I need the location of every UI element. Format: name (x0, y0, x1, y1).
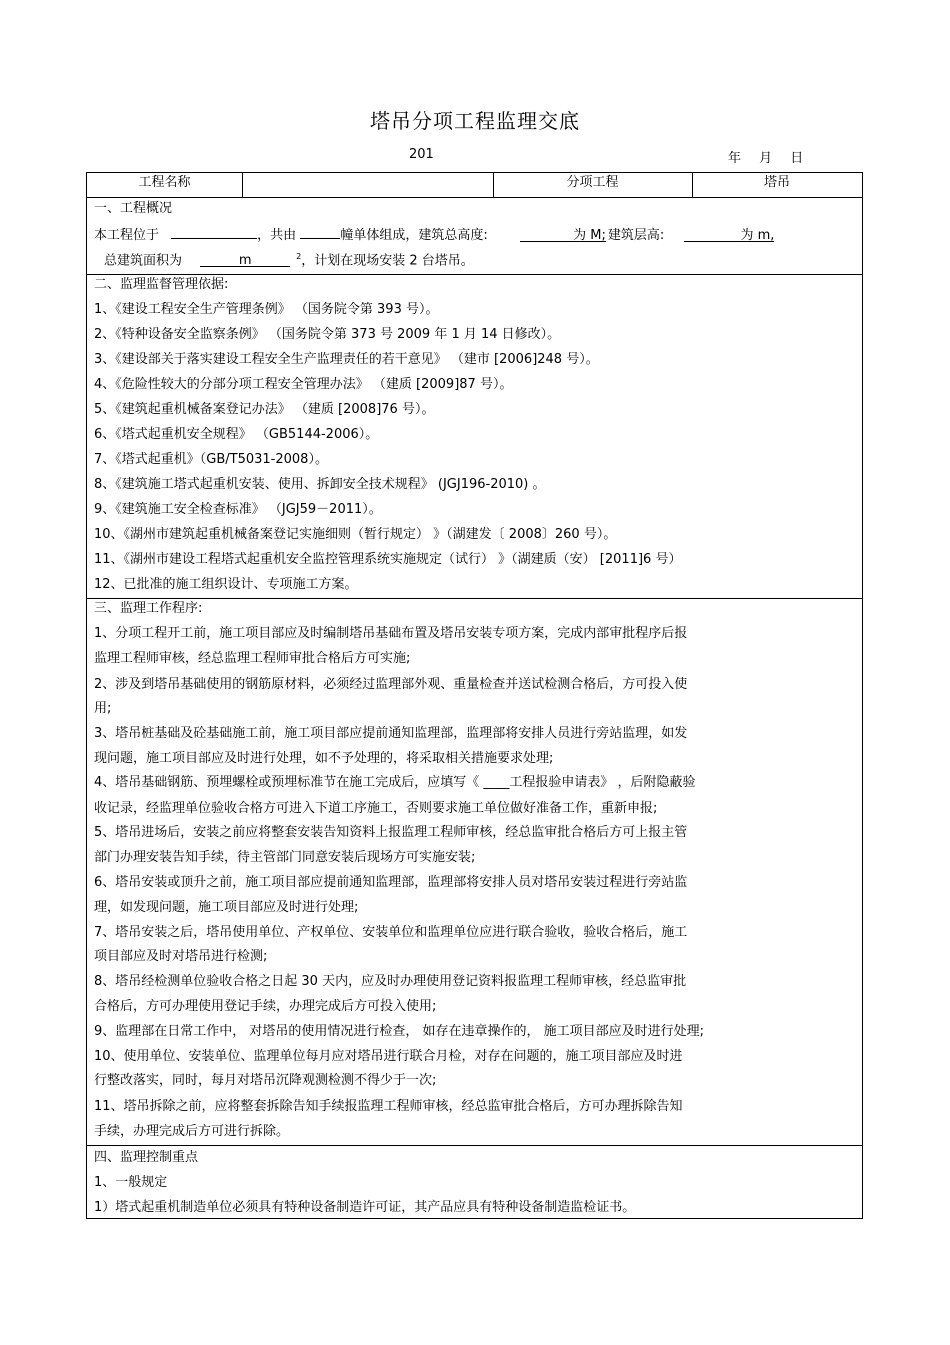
basis-heading: 二、监理监督管理依据: (94, 277, 229, 292)
building-count-label: ，共由 (257, 228, 297, 243)
basis-item: 5、《建筑起重机械备案登记办法》 （建质 [2008]76 号）。 (94, 402, 435, 417)
procedure-line: 1、分项工程开工前，施工项目部应及时编制塔吊基础布置及塔吊安装专项方案，完成内部审批程序后报 (94, 626, 688, 641)
procedure-line: 2、涉及到塔吊基础使用的钢筋原材料，必须经过监理部外观、重量检查并送试检测合格后，方可投入使 (94, 677, 688, 692)
area-unit: m (238, 253, 252, 269)
control-heading: 四、监理控制重点 (94, 1150, 199, 1165)
procedure-line: 行整改落实，同时，每月对塔吊沉降观测检测不得少于一次; (94, 1073, 437, 1088)
procedure-line: 合格后，方可办理使用登记手续，办理完成后方可投入使用; (94, 999, 437, 1014)
basis-item: 8、《建筑施工塔式起重机安装、使用、拆卸安全技术规程》 (JGJ196-2010) 。 (94, 477, 546, 492)
control-line: 1）塔式起重机制造单位必须具有特种设备制造许可证，其产品应具有特种设备制造监检证书。 (94, 1200, 636, 1215)
procedure-line: 6、塔吊安装或顶升之前，施工项目部应提前通知监理部，监理部将安排人员对塔吊安装过程进行旁站监 (94, 875, 688, 890)
procedure-line: 3、塔吊桩基础及砼基础施工前，施工项目部应提前通知监理部，监理部将安排人员进行旁站监理，如发 (94, 726, 688, 741)
procedure-line: 9、监理部在日常工作中， 对塔吊的使用情况进行检查， 如存在违章操作的， 施工项目部应及时进行处理; (94, 1024, 705, 1039)
supervision-table (86, 172, 863, 1219)
area-unit-superscript: 2 (296, 252, 302, 261)
basis-item: 10、《湖州市建筑起重机械备案登记实施细则（暂行规定） 》（湖建发〔 2008〕260 号）。 (94, 527, 617, 542)
basis-item: 11、《湖州市建设工程塔式起重机安全监控管理系统实施规定（试行） 》（湖建质（安） [2011]6 号） (94, 552, 682, 567)
subproject-value: 塔吊 (763, 175, 790, 190)
procedure-line: 手续，办理完成后方可进行拆除。 (94, 1124, 290, 1139)
procedure-line: 现问题，施工项目部应及时进行处理，如不予处理的，将采取相关措施要求处理; (94, 751, 554, 766)
location-label: 本工程位于 (94, 228, 160, 243)
total-height-unit: 为 M; (573, 228, 606, 243)
project-name-label: 工程名称 (138, 175, 191, 190)
location-blank[interactable] (171, 224, 257, 239)
procedure-line: 监理工程师审核，经总监理工程师审批合格后方可实施; (94, 651, 411, 666)
basis-item: 6、《塔式起重机安全规程》 （GB5144-2006）。 (94, 427, 379, 442)
date-year: 201 (409, 147, 434, 162)
subproject-label: 分项工程 (566, 175, 619, 190)
row-divider (87, 1145, 862, 1146)
basis-item: 3、《建设部关于落实建设工程安全生产监理责任的若干意见》 （建市 [2006]248 号）。 (94, 352, 599, 367)
procedure-line: 理，如发现问题，施工项目部应及时进行处理; (94, 900, 359, 915)
total-area-label: 总建筑面积为 (104, 253, 183, 269)
overview-line-1 (94, 224, 774, 245)
basis-item: 12、已批准的施工组织设计、专项施工方案。 (94, 577, 358, 592)
document-title: 塔吊分项工程监理交底 (370, 109, 580, 133)
floor-height-label: 建筑层高: (607, 228, 665, 243)
row-divider (87, 197, 862, 198)
row-divider (87, 598, 862, 599)
basis-item: 4、《危险性较大的分部分项工程安全管理办法》 （建质 [2009]87 号）。 (94, 377, 513, 392)
building-count-blank[interactable] (300, 224, 340, 239)
procedure-line: 用; (94, 701, 112, 716)
project-name-value[interactable] (242, 173, 493, 197)
procedure-line: 4、塔吊基础钢筋、预埋螺栓或预埋标准节在施工完成后，应填写《 ____工程报验申请表》 ，后附隐蔽验 (94, 775, 696, 790)
basis-item: 7、《塔式起重机》（GB/T5031-2008）。 (94, 452, 328, 467)
total-area-blank[interactable] (200, 252, 290, 267)
procedure-line: 收记录，经监理单位验收合格方可进入下道工序施工，否则要求施工单位做好准备工作，重新申报; (94, 801, 658, 816)
overview-heading: 一、工程概况 (94, 201, 173, 216)
procedure-line: 部门办理安装告知手续，待主管部门同意安装后现场方可实施安装; (94, 850, 476, 865)
row-divider (87, 274, 862, 275)
basis-item: 9、《建筑施工安全检查标准》 （JGJ59－2011）。 (94, 502, 382, 517)
overview-line-2 (104, 248, 474, 270)
procedure-line: 11、塔吊拆除之前，应将整套拆除告知手续报监理工程师审核，经总监审批合格后，方可办理拆除告知 (94, 1099, 683, 1114)
floor-height-blank[interactable] (684, 227, 774, 242)
procedure-heading: 三、监理工作程序: (94, 601, 203, 616)
control-line: 1、一般规定 (94, 1175, 168, 1190)
procedure-line: 项目部应及时对塔吊进行检测; (94, 949, 268, 964)
procedure-line: 5、塔吊进场后，安装之前应将整套安装告知资料上报监理工程师审核，经总监审批合格后方可上报主管 (94, 825, 688, 840)
procedure-line: 10、使用单位、安装单位、监理单位每月应对塔吊进行联合月检，对存在问题的，施工项目部应及时进 (94, 1049, 683, 1064)
basis-item: 2、《特种设备安全监察条例》 （国务院令第 373 号 2009 年 1 月 14 日修改）。 (94, 327, 561, 342)
basis-item: 1、《建设工程安全生产管理条例》 （国务院令第 393 号）。 (94, 302, 439, 317)
total-height-blank[interactable] (520, 227, 606, 242)
procedure-line: 8、塔吊经检测单位验收合格之日起 30 天内，应及时办理使用登记资料报监理工程师审核，经总监审批 (94, 974, 687, 989)
date-month-day: 年 月 日 (728, 151, 804, 166)
procedure-line: 7、塔吊安装之后，塔吊使用单位、产权单位、安装单位和监理单位应进行联合验收，验收合格后，施工 (94, 925, 688, 940)
floor-height-unit: 为 m, (740, 228, 775, 243)
tower-crane-plan: ，计划在现场安装 2 台塔吊。 (301, 253, 474, 269)
total-height-label: 幢单体组成，建筑总高度: (340, 228, 488, 243)
